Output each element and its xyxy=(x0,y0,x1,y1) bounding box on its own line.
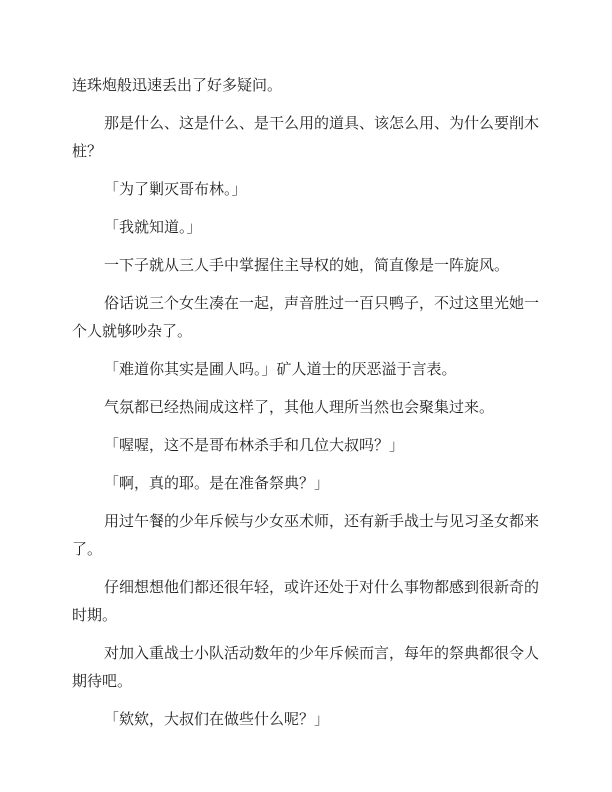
paragraph xyxy=(72,705,552,733)
paragraph xyxy=(72,289,552,345)
text-line: 气氛都已经热闹成这样了，其他人理所当然也会聚集过来。 xyxy=(104,398,495,416)
text-line: 期待吧。 xyxy=(72,672,133,690)
paragraph xyxy=(72,639,552,695)
paragraph xyxy=(72,393,552,421)
paragraph xyxy=(72,251,552,279)
text-line: 「欸欸，大叔们在做些什么呢？」 xyxy=(104,710,330,728)
paragraph xyxy=(72,355,552,383)
paragraph xyxy=(72,213,552,241)
paragraph xyxy=(72,431,552,459)
text-line: 个人就够吵杂了。 xyxy=(72,322,193,340)
text-line: 了。 xyxy=(72,540,103,558)
text-line: 「为了剿灭哥布林。」 xyxy=(104,180,247,198)
paragraph xyxy=(72,71,552,99)
text-line: 桩？ xyxy=(72,142,103,160)
text-line: 那是什么、这是什么、是干么用的道具、该怎么用、为什么要削木 xyxy=(104,114,540,132)
paragraph xyxy=(72,573,552,629)
text-line: 一下子就从三人手中掌握住主导权的她，简直像是一阵旋风。 xyxy=(104,256,510,274)
text-line: 俗话说三个女生凑在一起，声音胜过一百只鸭子，不过这里光她一 xyxy=(104,294,540,312)
paragraph xyxy=(72,469,552,497)
text-line: 「喔喔，这不是哥布林杀手和几位大叔吗？」 xyxy=(104,436,405,454)
paragraph xyxy=(72,507,552,563)
paragraph xyxy=(72,109,552,165)
text-line: 「我就知道。」 xyxy=(104,218,202,236)
text-line: 连珠炮般迅速丢出了好多疑问。 xyxy=(72,76,283,94)
text-line: 时期。 xyxy=(72,606,118,624)
text-line: 对加入重战士小队活动数年的少年斥候而言，每年的祭典都很令人 xyxy=(104,644,540,662)
text-line: 「难道你其实是圃人吗。」矿人道士的厌恶溢于言表。 xyxy=(104,360,457,378)
document-page xyxy=(72,71,552,743)
text-line: 「啊，真的耶。是在准备祭典？」 xyxy=(104,474,330,492)
paragraph xyxy=(72,175,552,203)
text-line: 仔细想想他们都还很年轻，或许还处于对什么事物都感到很新奇的 xyxy=(104,578,540,596)
text-line: 用过午餐的少年斥候与少女巫术师，还有新手战士与见习圣女都来 xyxy=(104,512,540,530)
